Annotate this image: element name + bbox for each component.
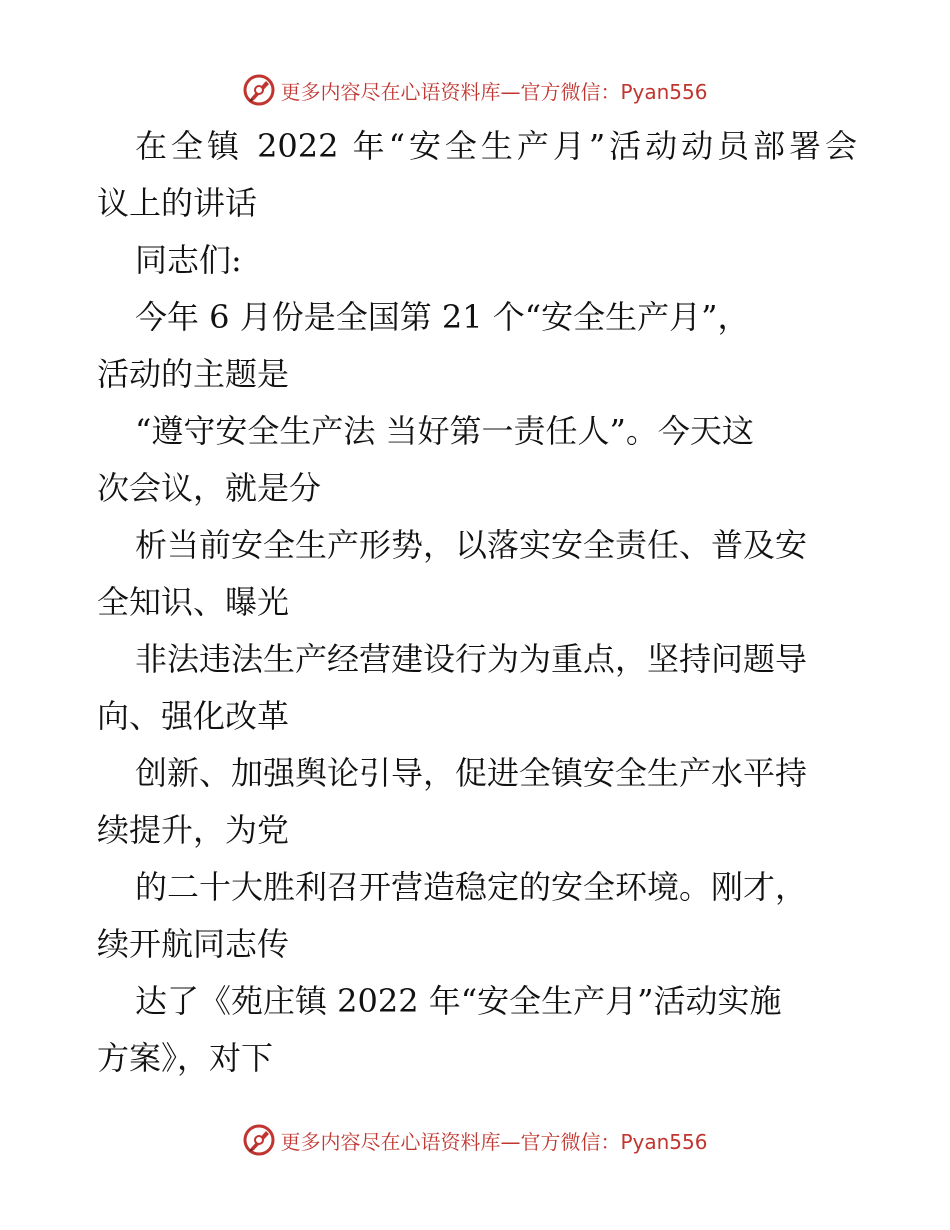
text-line: 全知识、曝光 [97,583,290,621]
text-line: 方案》，对下 [97,1039,274,1077]
header-banner-text: 更多内容尽在心语资料库—官方微信：Pyan556 [280,79,708,104]
text-line: 同志们: [135,241,242,279]
text-line: 议上的讲话 [97,184,258,222]
quill-circle-logo-icon [242,73,276,107]
header-banner [0,70,950,110]
text-line: 次会议，就是分 [97,469,322,507]
quill-circle-logo-icon [242,1123,276,1157]
text-line: 的二十大胜利召开营造稳定的安全环境。刚才， [135,868,808,906]
footer-banner [0,1120,950,1160]
text-line: 在全镇 2022 年“安全生产月”活动动员部署会 [135,127,857,165]
text-line: 达了《苑庄镇 2022 年“安全生产月”活动实施 [135,982,782,1020]
footer-banner-text: 更多内容尽在心语资料库—官方微信：Pyan556 [280,1129,708,1154]
text-line: 非法违法生产经营建设行为为重点，坚持问题导 [135,640,808,678]
text-line: “遵守安全生产法 当好第一责任人”。今天这 [135,412,754,450]
document-body [97,118,857,1087]
text-line: 析当前安全生产形势，以落实安全责任、普及安 [135,526,808,564]
text-line: 续提升，为党 [97,811,290,849]
text-line: 续开航同志传 [97,925,290,963]
text-line: 创新、加强舆论引导，促进全镇安全生产水平持 [135,754,808,792]
text-line: 今年 6 月份是全国第 21 个“安全生产月”， [135,298,750,336]
text-line: 活动的主题是 [97,355,290,393]
text-line: 向、强化改革 [97,697,290,735]
